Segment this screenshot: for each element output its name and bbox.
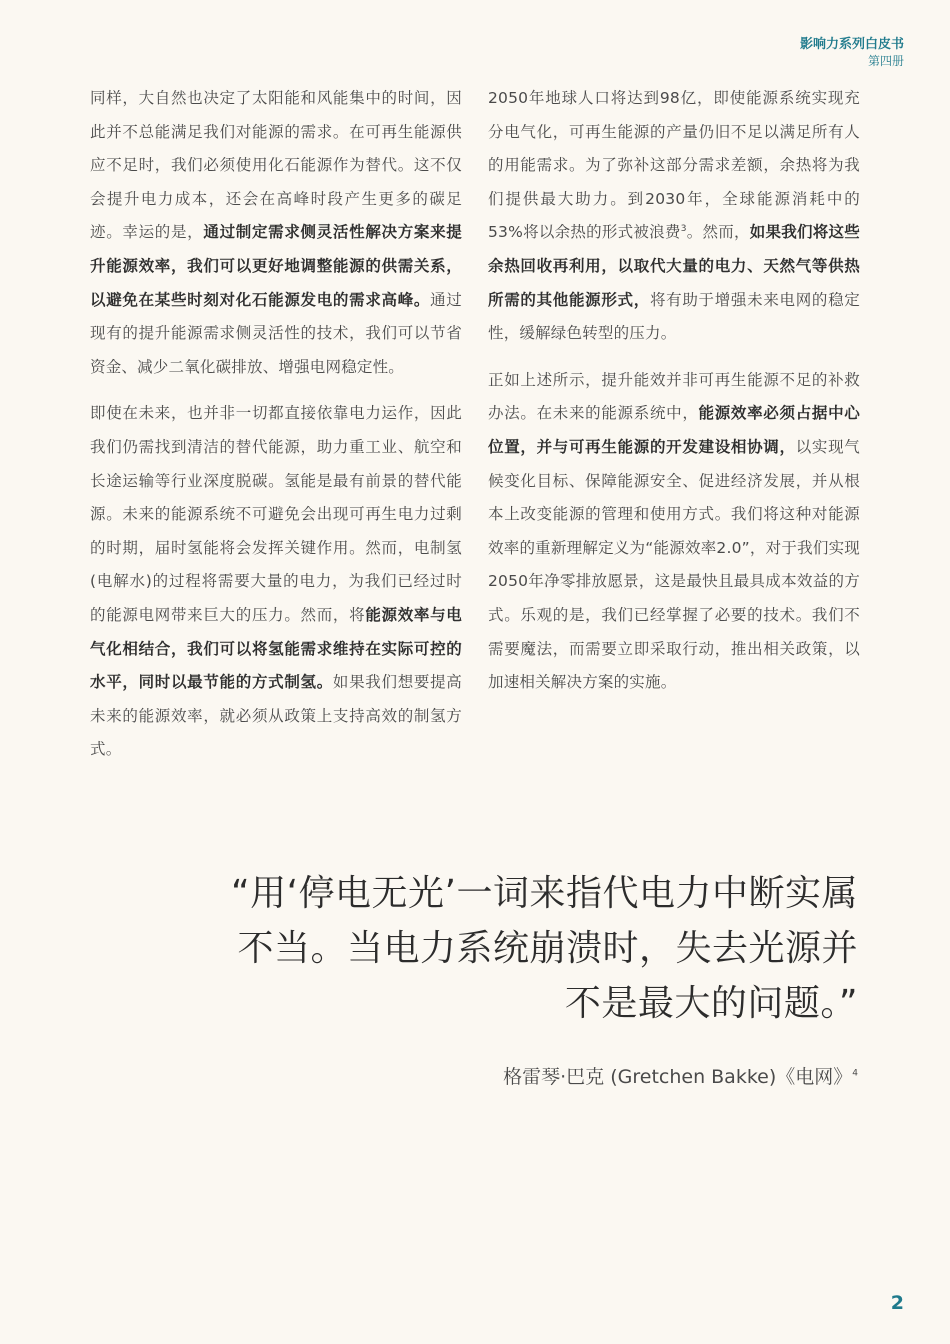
paragraph: 2050年地球人口将达到98亿，即使能源系统实现充分电气化，可再生能源的产量仍旧不足以满足所有人的用能需求。为了弥补这部分需求差额，余热将为我们提供最大助力。到2030年，全球能源消耗中的53%将以余热的形式被浪费$^3$。然而，如果我们将这些余热回收再利用，以取代大量的电力、天然气等供热所需的其他能源形式，将有助于增强未来电网的稳定性，缓解绿色转型的压力。 [488,89,860,343]
footnote-ref[interactable]: 4 [852,1068,858,1079]
footnote-ref[interactable]: 3 [680,224,687,235]
pull-quote: “用‘停电无光’一词来指代电力中断实属不当。当电力系统崩溃时，失去光源并不是最大的问题。” [230,873,858,1024]
left-column [90,82,462,780]
quote-attribution: 格雷琴·巴克 (Gretchen Bakke)《电网》$^4$ [503,1066,858,1088]
volume-label: 第四册 [867,54,904,68]
series-title: 影响力系列白皮书 [799,37,904,52]
page-number: 2 [890,1292,904,1314]
document-header [800,36,904,69]
paragraph: 同样，大自然也决定了太阳能和风能集中的时间，因此并不总能满足我们对能源的需求。在可再生能源供应不足时，我们必须使用化石能源作为替代。这不仅会提升电力成本，还会在高峰时段产生更多的碳足迹。幸运的是，通过制定需求侧灵活性解决方案来提升能源效率，我们可以更好地调整能源的供需关系，以避免在某些时刻对化石能源发电的需求高峰。通过现有的提升能源需求侧灵活性的技术，我们可以节省资金、减少二氧化碳排放、增强电网稳定性。 [90,89,463,376]
emphasis-text: 能源效率必须占据中心位置，并与可再生能源的开发建设相协调， [488,404,860,456]
emphasis-text: 如果我们将这些余热回收再利用，以取代大量的电力、天然气等供热所需的其他能源形式， [488,223,860,309]
emphasis-text: 能源效率与电气化相结合，我们可以将氢能需求维持在实际可控的水平，同时以最节能的方式制氢。 [90,605,463,692]
emphasis-text: 通过制定需求侧灵活性解决方案来提升能源效率，我们可以更好地调整能源的供需关系，以避免在某些时刻对化石能源发电的需求高峰。 [90,223,463,309]
paragraph: 即使在未来，也并非一切都直接依靠电力运作，因此我们仍需找到清洁的替代能源，助力重工业、航空和长途运输等行业深度脱碳。氢能是最有前景的替代能源。未来的能源系统不可避免会出现可再生电力过剩的时期，届时氢能将会发挥关键作用。然而，电制氢(电解水)的过程将需要大量的电力，为我们已经过时的能源电网带来巨大的压力。然而，将能源效率与电气化相结合，我们可以将氢能需求维持在实际可控的水平，同时以最节能的方式制氢。如果我们想要提高未来的能源效率，就必须从政策上支持高效的制氢方式。 [90,404,463,759]
right-column [488,82,860,713]
paragraph: 正如上述所示，提升能效并非可再生能源不足的补救办法。在未来的能源系统中，能源效率必须占据中心位置，并与可再生能源的开发建设相协调，以实现气候变化目标、保障能源安全、促进经济发展，并从根本上改变能源的管理和使用方式。我们将这种对能源效率的重新理解定义为“能源效率2.0”，对于我们实现2050年净零排放愿景，这是最快且最具成本效益的方式。乐观的是，我们已经掌握了必要的技术。我们不需要魔法，而需要立即采取行动，推出相关政策，以加速相关解决方案的实施。 [488,370,860,692]
